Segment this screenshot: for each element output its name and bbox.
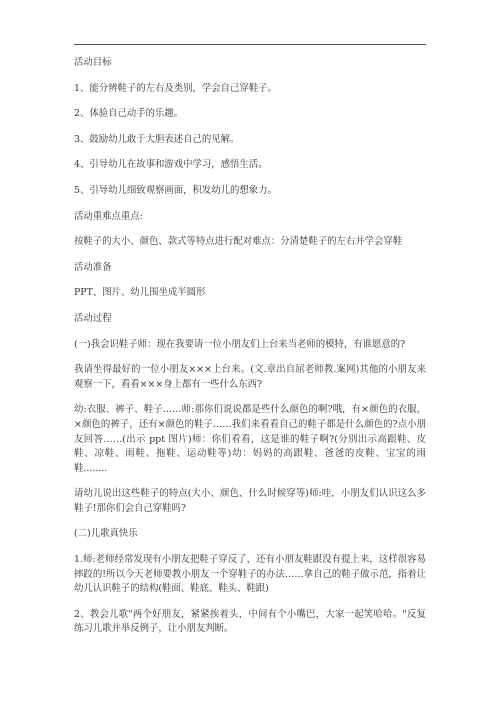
- preparation-text: PPT、图片、幼儿围坐成半圆形: [74, 287, 206, 299]
- song-paragraph-1: 1.师:老师经常发现有小朋友把鞋子穿反了，还有小朋友鞋跟没有提上来，这样很容易摔跤的!所以今天老师要教小朋友一个穿鞋子的办法……拿自己的鞋子做示范，指着让幼儿认识鞋子的结构(鞋面、鞋底、鞋头、鞋跟): [74, 554, 426, 595]
- process-paragraph-2: 我请坐得最好的一位小朋友×××上台来。(文.章出自屈老师教.案网)其他的小朋友来观察一下，看看×××身上都有一些什么东西?: [74, 364, 426, 390]
- section-heading-key-points: 活动重难点重点:: [74, 210, 143, 222]
- process-paragraph-4: 请幼儿说出这些鞋子的特点(大小、颜色、什么时候穿等)师:哇，小朋友们认识这么多鞋子!那你们会自己穿鞋吗?: [74, 488, 426, 514]
- goal-item-2: 2、体验自己动手的乐趣。: [74, 108, 184, 120]
- key-points-text: 按鞋子的大小、颜色、款式等特点进行配对难点：分清楚鞋子的左右并学会穿鞋: [74, 236, 403, 248]
- section-heading-preparation: 活动准备: [74, 261, 112, 273]
- section-heading-goals: 活动目标: [74, 57, 112, 68]
- section-heading-process: 活动过程: [74, 312, 112, 324]
- goal-item-4: 4、引导幼儿在故事和游戏中学习，感悟生活。: [74, 159, 268, 171]
- process-paragraph-1: (一)我会识鞋子师：现在我要请一位小朋友们上台来当老师的模特，有谁愿意的?: [74, 338, 406, 350]
- process-paragraph-3: 幼:衣服、裤子、鞋子……师:那你们说说都是些什么颜色的啊?哦，有×颜色的衣服，×颜色的裤子，还有×颜色的鞋子……我们来看看自己的鞋子都是什么颜色的?点小朋友回答……(出示 ppt 图片)师：你们看看，这是谁的鞋子啊?(分别出示高跟鞋、皮鞋、凉鞋、雨鞋、拖鞋、运动鞋等)幼：妈妈的高跟鞋、爸爸的皮鞋、宝宝的雨鞋........: [74, 404, 426, 474]
- song-paragraph-2: 2、教会儿歌"两个好朋友，紧紧挨着头，中间有个小嘴巴，大家一起笑哈哈。"反复练习儿歌并举反例子，让小朋友判断。: [74, 608, 426, 635]
- header-divider: [74, 44, 426, 45]
- goal-item-1: 1、能分辨鞋子的左右及类别，学会自己穿鞋子。: [74, 82, 277, 94]
- goal-item-5: 5、引导幼儿细致观察画面，积发幼儿的想象力。: [74, 184, 277, 196]
- goal-item-3: 3、鼓励幼儿敢于大胆表述自己的见解。: [74, 133, 240, 145]
- document-body: [74, 56, 426, 648]
- section-heading-song: (二)儿歌真快乐: [74, 528, 138, 540]
